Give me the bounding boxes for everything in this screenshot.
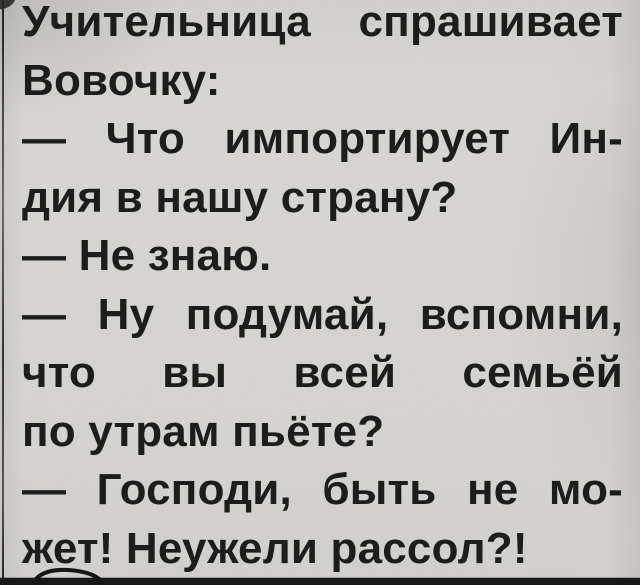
text-line: жет! Неужели рассол?! (22, 523, 528, 573)
text-line: — Господи, быть не мо- (22, 465, 623, 514)
text-line: Вовочку: (22, 55, 221, 105)
joke-text (22, 0, 623, 578)
corner-smudge (0, 0, 17, 11)
text-line: — Что импортирует Ин- (22, 114, 623, 163)
text-line: — Не знаю. (22, 231, 272, 280)
text-line: — Ну подумай, вспомни, (22, 289, 623, 339)
bottom-edge-line (0, 578, 640, 585)
text-line: что вы всей семьёй (22, 348, 623, 397)
text-line: по утрам пьёте? (22, 406, 385, 456)
left-edge-line (2, 0, 4, 585)
text-line: Учительница спрашивает (22, 0, 623, 46)
text-line: дия в нашу страну? (22, 172, 458, 222)
